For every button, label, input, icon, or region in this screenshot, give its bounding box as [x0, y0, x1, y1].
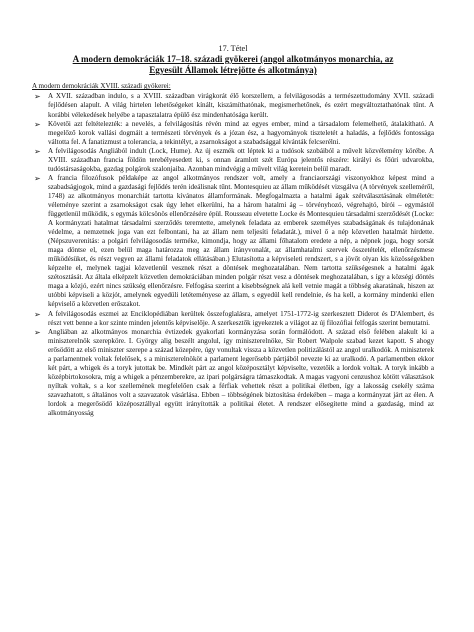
list-item: [32, 120, 434, 147]
arrow-bullet-icon: ➢: [34, 173, 41, 183]
arrow-bullet-icon: ➢: [34, 327, 41, 337]
list-item-text: A XVII. században indulo, s a XVIII. században virágkorát élő korszellem, a felvilágosodás a természettudomány XVII. századi fejlődésen alapult. A világ hirtelen lehetőségeket kínált, kiszámíthatónak, megismerhetőnek, és ezért megváltoztathatónak tűnt. A korábbi vélekedések helyébe a tapasztalatra épülő ész mindenhatósága került.: [48, 92, 434, 119]
arrow-bullet-icon: ➢: [34, 92, 41, 102]
arrow-bullet-icon: ➢: [34, 119, 41, 129]
list-item: [32, 174, 434, 310]
list-item-text: A felvilágosodás eszmei az Enciklopédiában kerültek összefoglalásra, amelyet 1751-1772-ig szerkesztett Diderot és D'Alembert, és részt vett benne a kor szinte minden jelentős képviselője. A szerkesztők igyekeztek a világot az új filozófiai felfogás szerint bemutatni.: [48, 309, 434, 327]
list-item-text: Követői azt feltételezték: a nevelés, a felvilágosítás révén mind az egyes ember, mind a társadalom felemelhető, átalakítható. A megelőző korok vallási dogmáit a természeti törvények és a józan ész, a hagyományok tiszteletét a haladás, a fejlődés fontossága váltotta fel. A fanatizmust a tolerancia, a tekintélyt, a zsarnokságot a szabadsággal kívánták felcserélni.: [48, 119, 434, 146]
list-item-text: Angliában az alkotmányos monarchia évtizedek gyakorlati kormányzása során formálódott. A század első felében alakult ki a miniszterelnök szerepköre. I. György alig beszélt angolul, így miniszterelnöke, Sir Robert Walpole szabad kezet kapott. S ahogy erősödött az első miniszter szerepe a század közepére, úgy vonultak vissza a közvetlen politizálástól az angol uralkodók. A miniszterek a parlamentnek voltak felelősek, s a miniszterelnököt a parlament legerősebb pártjából nevezte ki az uralkodó. A parlamentben ekkor két párt, a whigek és a toryk jutottak be. Mindkét párt az angol középosztályt képviselte, vezetőik a lordok voltak. A toryk inkább a középbirtokosokra, míg a whigek a pénzemberekre, az ipari polgárságra támaszkodtak. A magas vagyoni cenzushoz kötött választások nyíltak voltak, s a kor szellemének megfelelően csak a férfiak vehettek részt a politikai életben, így a lakosság csekély száma szavazhatott, s általános volt a szavazatok vásárlása. Ebben – többségének biztosítása érdekében – maga a kormányzat járt az élen. A lordok a megerősödő középosztállyal együtt irányították a politikai életet. A rendszer elősegítette mind a gazdaság, mind az alkotmányosság: [48, 327, 434, 418]
page-title: [32, 54, 434, 76]
tetel-number: 17. Tétel: [218, 44, 248, 53]
list-item: [32, 92, 434, 119]
list-item: [32, 147, 434, 174]
arrow-bullet-icon: ➢: [34, 309, 41, 319]
bullet-list: [32, 92, 434, 418]
list-item-text: A francia filozófusok példaképe az angol alkotmányos rendszer volt, amely a franciaországi viszonyokhoz képest mind a szabadságjogok, mind a gazdasági fejlődés terén ideálisnak tűnt. Montesquieu az állam működését vizsgálva (A törvények szelleméről, 1748) az alkotmányos monarchiát tartotta kívánatos államformának. Megfogalmazta a hatalmi ágak szétválasztásának elméletét: véleménye szerint a zsarnokságot csak úgy lehet elkerülni, ha a három hatalmi ág – törvényhozó, végrehajtó, bírói – egymástól függetlenül működik, s egymás kölcsönös ellenőrzésére épül. Rousseau elvetette Locke és Montesquieu társadalmi szerződését (Locke: A kormányzati hatalmat társadalmi szerződés teremtette, amelynek feladata az emberek személyes szabadságának és tulajdonának védelme, a nemzetnek joga van ezt felbontani, ha az állam nem teljesíti feladatát.), mivel ő a nép közvetlen hatalmát hirdette. (Népszuverenitás: a polgári felvilágosodás terméke, kimondja, hogy az állami főhatalom eredete a nép, a népnek joga, hogy sorsát maga döntse el, ezen belül maga határozza meg az állam irányvonalát, az államhatalmi szervek összetételét, ellenőrzésmese működésüket, és részt vegyen az állami feladatok ellátásában.) Elutasította a képviseleti rendszert, s a jövőt olyan kis közösségekben képzelte el, melynek tagjai közvetlenül vesznek részt a döntések meghozatalában. Nem tartotta szükségesnek a hatalmi ágak szétosztását. Az általa elképzelt közvetlen demokráciában minden polgár részt vesz a döntések meghozatalában, s így a községi döntés maga a közjó, ezért nincs szükség ellenőrzésre. Felfogása szerint a kisebbségnek alá kell vetnie magát a többség akaratának, hiszen az utóbbi képviseli a közjót, amelynek egyedüli letéteményese az állam, s egyedül kell rendelnie, és ha kell, a kormány mindenki ellen képviselő a közvetlen erőszakot.: [48, 173, 434, 309]
title-line-1: A modern demokráciák 17–18. századi gyökerei (angol alkotmányos monarchia, az: [72, 54, 394, 64]
list-item: [32, 328, 434, 418]
list-item-text: A felvilágosodás Angliából indult (Lock, Hume). Az új eszmék ott léptek ki a tudósok szobáiból a művelt közvélemény körébe. A XVIII. században francia földön terebélyesedett ki, s onnan áramlott szét Európa jelentős részére: királyi és főúri udvarokba, tudóstársaságokba, gazdag polgárok szalonjaiba. Azonban mindvégig a művelt világ keretein belül maradt.: [48, 146, 434, 173]
list-item: [32, 310, 434, 328]
section-heading: A modern demokráciák XVIII. századi gyökerei:: [32, 82, 171, 91]
title-line-2: Egyesült Államok létrejötte és alkotmánya): [149, 65, 317, 76]
arrow-bullet-icon: ➢: [34, 146, 41, 156]
